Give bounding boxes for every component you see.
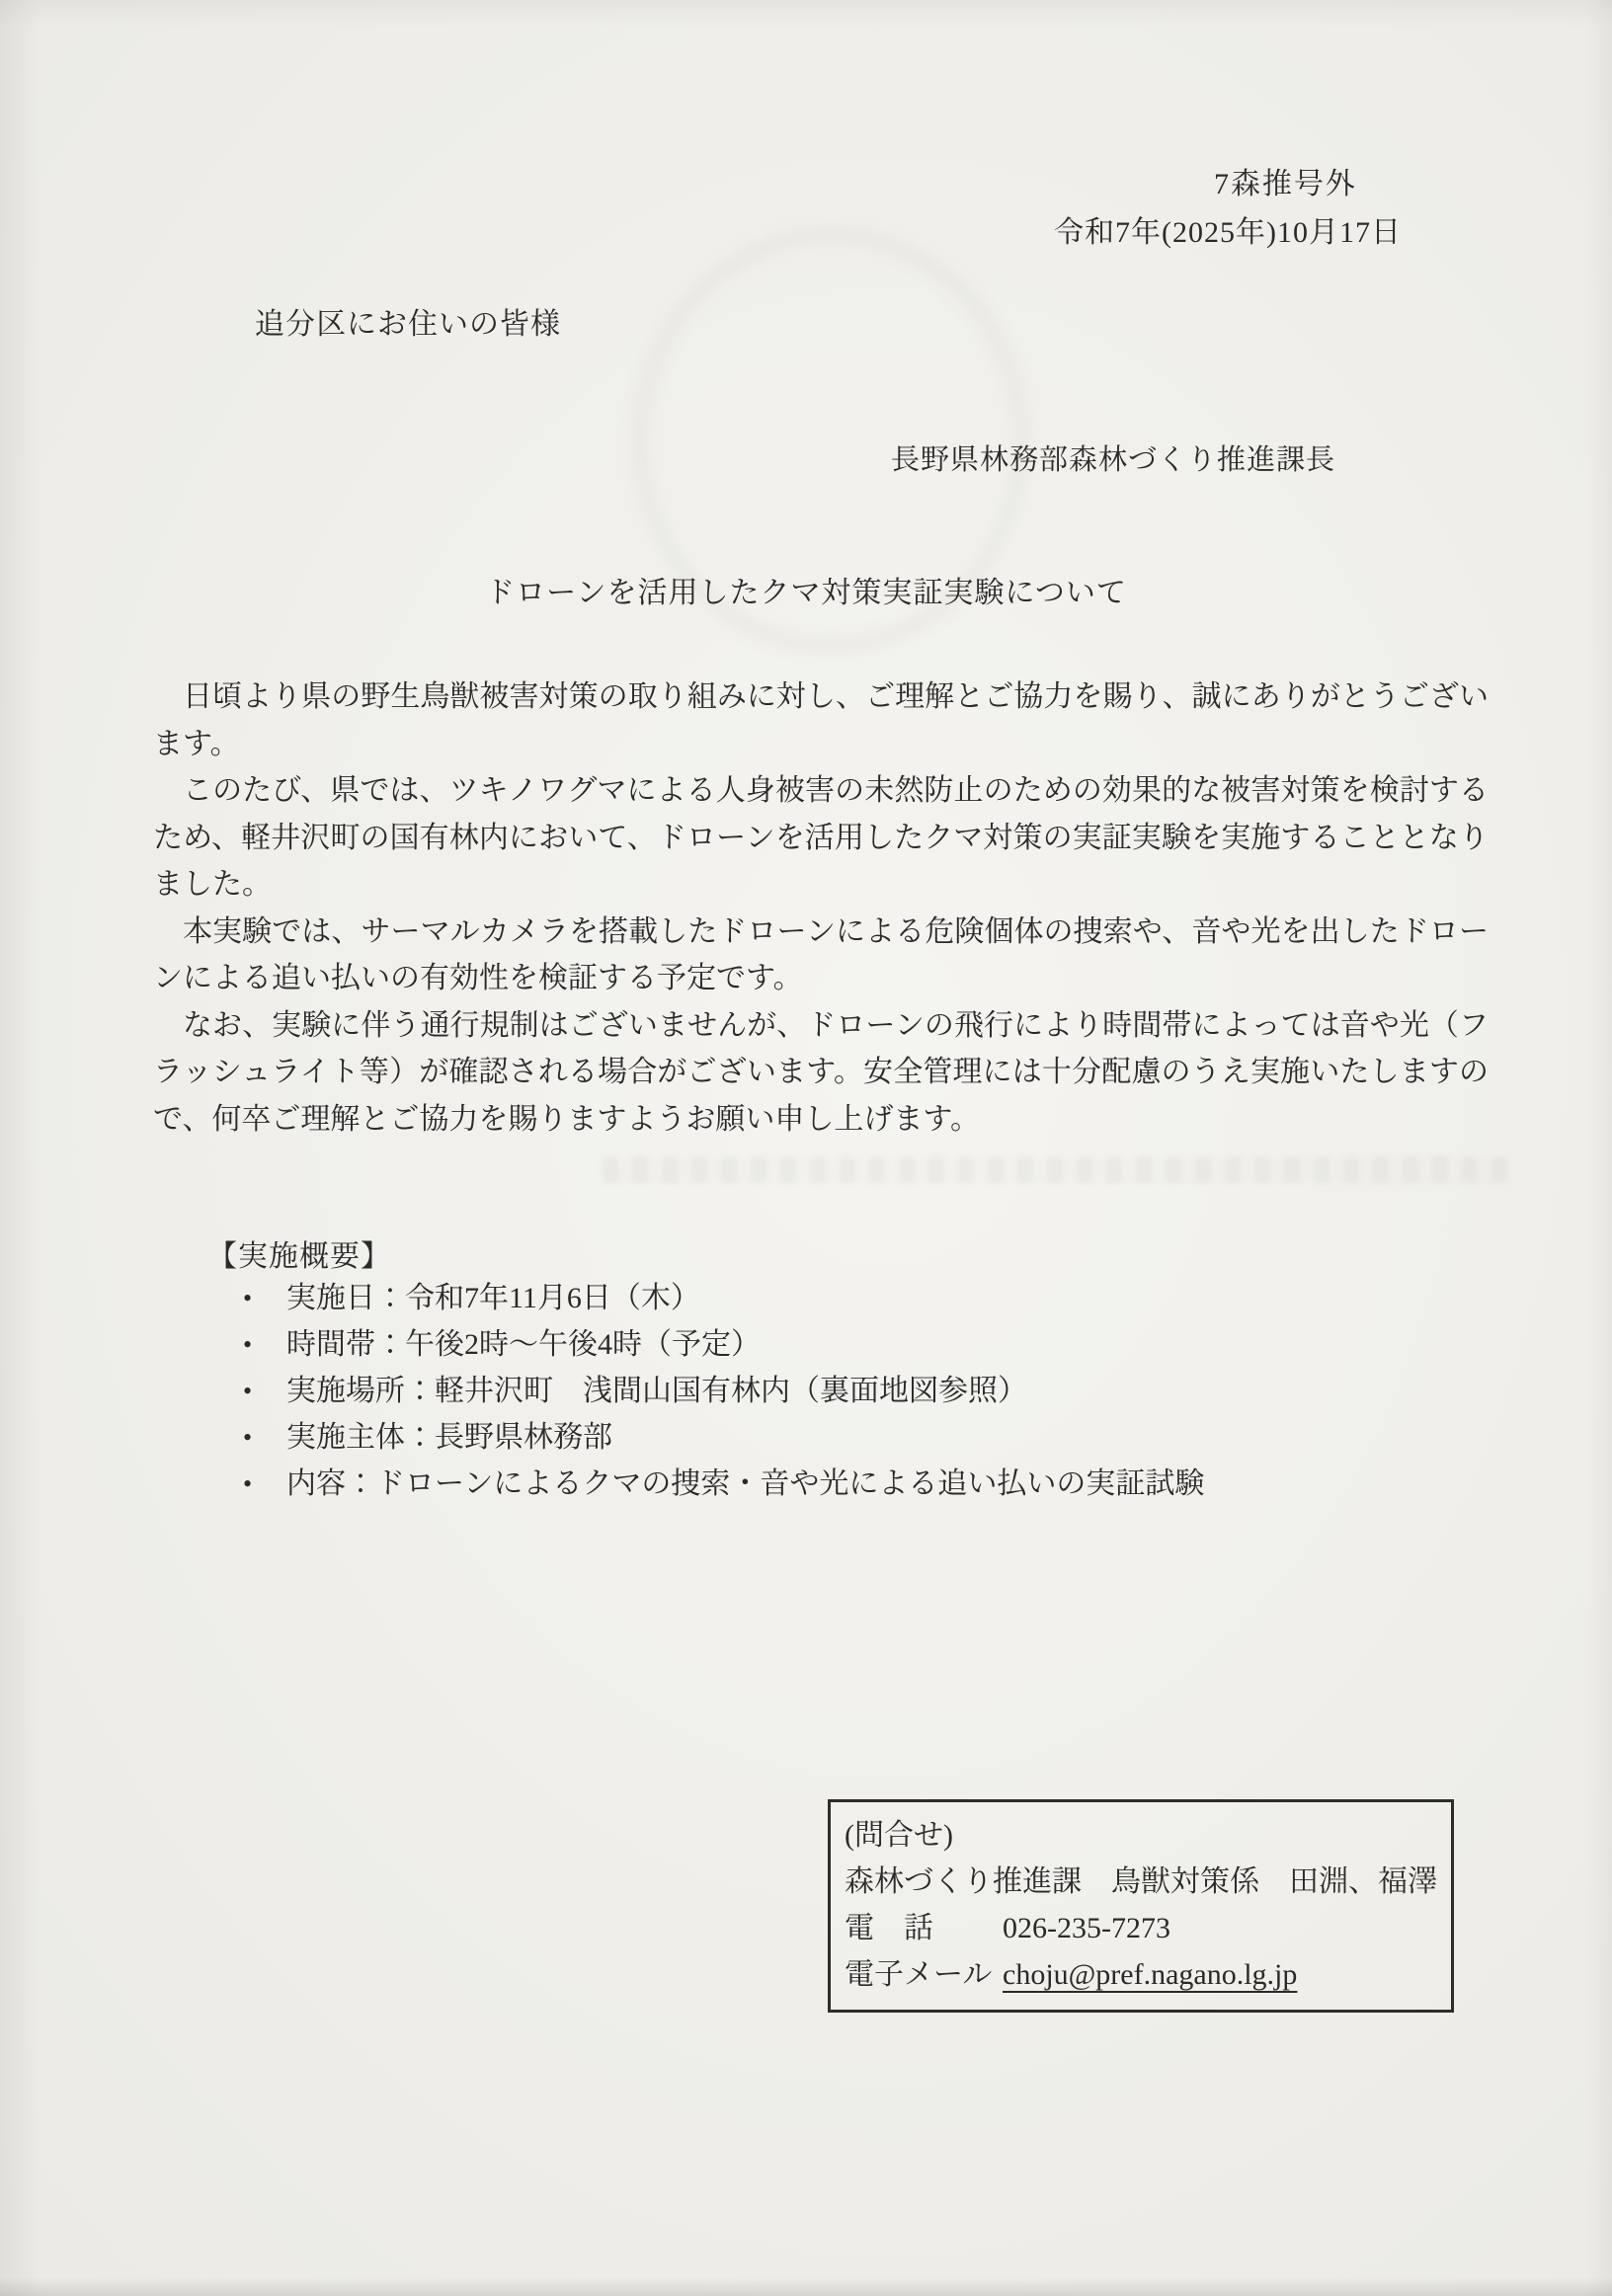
contact-email-row (845, 1951, 1445, 1998)
contact-box (828, 1799, 1454, 2013)
paragraph-notice: なお、実験に伴う通行規制はございませんが、ドローンの飛行により時間帯によっては音や光（フラッシュライト等）が確認される場合がございます。安全管理には十分配慮のうえ実施いたしますので、何卒ご理解とご協力を賜りますようお願い申し上げます。 (153, 1008, 1489, 1136)
list-item-text: 実施日：令和7年11月6日（木） (286, 1282, 700, 1314)
paragraph-purpose: このたび、県では、ツキノワグマによる人身被害の未然防止のための効果的な被害対策を検討するため、軽井沢町の国有林内において、ドローンを活用したクマ対策の実証実験を実施することとなりました。 (153, 774, 1489, 901)
list-item-content (243, 1461, 1204, 1507)
list-item-text: 実施場所：軽井沢町 浅間山国有林内（裏面地図参照） (286, 1375, 1027, 1407)
addressee-line: 追分区にお住いの皆様 (255, 308, 561, 341)
contact-department: 森林づくり推進課 鳥獣対策係 田淵、福澤 (845, 1865, 1437, 1898)
email-address: choju@pref.nagano.lg.jp (1003, 1958, 1298, 1991)
showthrough-text-artifact (603, 1157, 1511, 1183)
sender-line: 長野県林務部森林づくり推進課長 (890, 444, 1335, 476)
document-title: ドローンを活用したクマ対策実証実験について (485, 577, 1127, 609)
bullet-icon: • (243, 1284, 253, 1312)
email-label: 電子メール (845, 1958, 993, 1991)
bullet-icon: • (243, 1423, 253, 1452)
list-item-text: 実施主体：長野県林務部 (286, 1421, 612, 1454)
contact-phone-row (845, 1905, 1445, 1951)
paragraph-greeting: 日頃より県の野生鳥獣被害対策の取り組みに対し、ご理解とご協力を賜り、誠にありがとうございます。 (153, 680, 1489, 760)
overview-heading: 【実施概要】 (207, 1240, 391, 1273)
overview-list (243, 1275, 1204, 1507)
document-number: 7森推号外 (1214, 168, 1357, 200)
body-text (153, 673, 1489, 1143)
list-item-text: 時間帯：午後2時～午後4時（予定） (286, 1328, 761, 1361)
phone-number: 026-235-7273 (1003, 1912, 1170, 1944)
bullet-icon: • (243, 1469, 253, 1498)
document-date: 令和7年(2025年)10月17日 (1054, 216, 1402, 249)
list-item-organizer (243, 1414, 1204, 1461)
contact-heading: (問合せ) (845, 1819, 953, 1852)
bullet-icon: • (243, 1377, 253, 1405)
list-item-place (243, 1368, 1204, 1414)
phone-label: 電 話 (845, 1912, 933, 1944)
paragraph-experiment: 本実験では、サーマルカメラを搭載したドローンによる危険個体の捜索や、音や光を出したドローンによる追い払いの有効性を検証する予定です。 (153, 914, 1489, 994)
bullet-icon: • (243, 1330, 253, 1359)
list-item-text: 内容：ドローンによるクマの捜索・音や光による追い払いの実証試験 (286, 1467, 1205, 1500)
list-item-date (243, 1275, 1204, 1321)
list-item-time (243, 1321, 1204, 1368)
